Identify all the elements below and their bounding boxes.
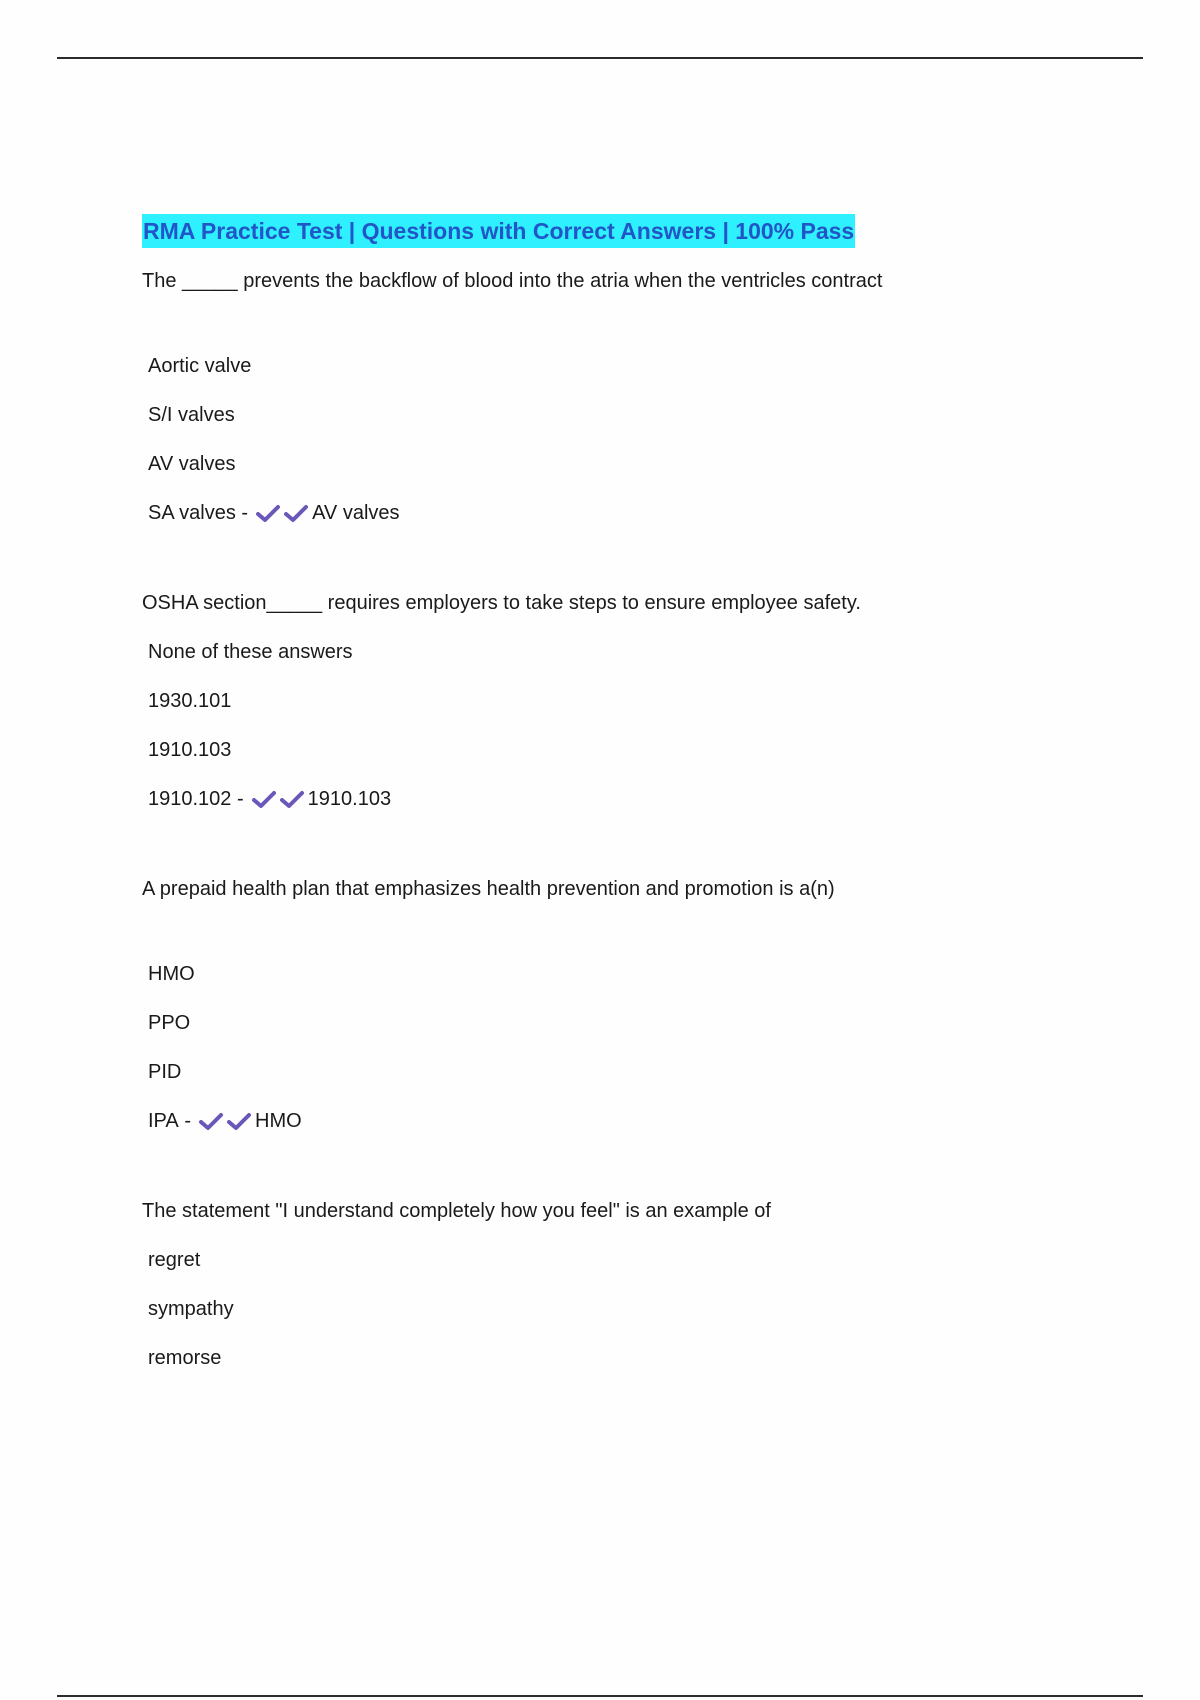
answer-line xyxy=(148,785,1102,813)
last-option: 1910.102 xyxy=(148,788,232,810)
option-list xyxy=(142,960,1102,1135)
check-mark-icon xyxy=(282,501,310,525)
check-mark-icon xyxy=(254,501,282,525)
question-block-1 xyxy=(142,267,1102,527)
answer-separator: - xyxy=(236,788,244,810)
option-item: AV valves xyxy=(148,453,236,475)
header-rule xyxy=(57,57,1143,59)
option-item: 1910.103 xyxy=(148,739,232,761)
check-mark-icon xyxy=(278,787,306,811)
correct-answer: AV valves xyxy=(312,502,400,524)
option-item: sympathy xyxy=(148,1298,234,1320)
option-item: S/I valves xyxy=(148,404,235,426)
option-item: HMO xyxy=(148,963,195,985)
option-item: remorse xyxy=(148,1347,222,1369)
check-mark-icon xyxy=(225,1109,253,1133)
question-text: A prepaid health plan that emphasizes health prevention and promotion is a(n) xyxy=(142,878,835,900)
check-mark-icon xyxy=(250,787,278,811)
answer-separator: - xyxy=(184,1110,191,1132)
option-item: Aortic valve xyxy=(148,355,252,377)
question-text: OSHA section_____ requires employers to take steps to ensure employee safety. xyxy=(142,592,861,614)
option-list xyxy=(142,352,1102,527)
last-option: IPA xyxy=(148,1110,179,1132)
correct-answer: 1910.103 xyxy=(307,788,392,810)
correct-answer: HMO xyxy=(255,1110,302,1132)
footer-rule xyxy=(57,1695,1143,1697)
answer-line xyxy=(148,1107,1102,1135)
question-text: The _____ prevents the backflow of blood into the atria when the ventricles contract xyxy=(142,270,883,292)
option-item: regret xyxy=(148,1249,201,1271)
option-list xyxy=(142,1246,1102,1372)
document-title: RMA Practice Test | Questions with Correct Answers | 100% Pass xyxy=(142,214,855,248)
question-block-2 xyxy=(142,589,1102,813)
question-block-4 xyxy=(142,1197,1102,1372)
question-block-3 xyxy=(142,875,1102,1135)
document-content xyxy=(142,214,1102,1372)
last-option: SA valves xyxy=(148,502,236,524)
check-mark-icon xyxy=(197,1109,225,1133)
option-item: PID xyxy=(148,1061,182,1083)
option-list xyxy=(142,638,1102,813)
question-text: The statement "I understand completely how you feel" is an example of xyxy=(142,1200,771,1222)
answer-line xyxy=(148,499,1102,527)
option-item: None of these answers xyxy=(148,641,353,663)
option-item: 1930.101 xyxy=(148,690,232,712)
answer-separator: - xyxy=(241,502,249,524)
option-item: PPO xyxy=(148,1012,191,1034)
